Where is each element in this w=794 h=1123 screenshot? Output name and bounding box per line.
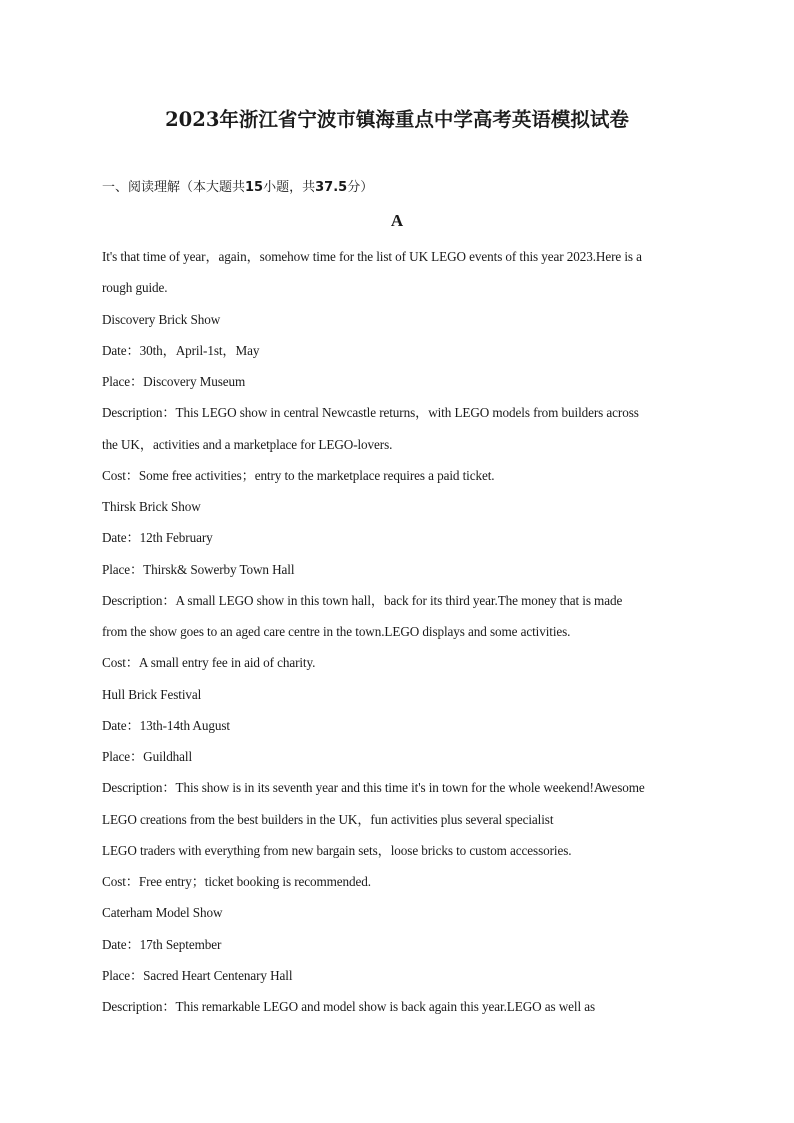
passage-line: rough guide. [102, 280, 168, 296]
event-place: Place：Discovery Museum [102, 374, 246, 389]
event-name: Thirsk Brick Show [102, 499, 201, 514]
event-description: Description：This show is in its seventh year and this time it's in town for the whole weekend!Awesome [102, 780, 645, 796]
question-count: 15 [245, 180, 264, 195]
section-heading-middle: 小题，共 [263, 180, 316, 195]
event-place: Place：Sacred Heart Centenary Hall [102, 967, 293, 983]
event-cost: Cost：Free entry；ticket booking is recommended. [102, 874, 371, 889]
event-name: Caterham Model Show [102, 905, 223, 921]
event-description: LEGO traders with everything from new bargain sets，loose bricks to custom accessories. [102, 842, 572, 858]
event-cost: Cost：A small entry fee in aid of charity. [102, 655, 316, 671]
event-description: Description：A small LEGO show in this town hall，back for its third year.The money that is made [102, 592, 623, 608]
event-date: Date：12th February [102, 530, 213, 546]
event-place: Place：Thirsk& Sowerby Town Hall [102, 561, 295, 577]
event-description: LEGO creations from the best builders in the UK，fun activities plus several specialist [102, 811, 554, 827]
event-description: the UK，activities and a marketplace for LEGO-lovers. [102, 436, 393, 452]
section-heading-suffix: 分） [347, 180, 374, 195]
event-description: Description：This remarkable LEGO and model show is back again this year.LEGO as well as [102, 999, 596, 1014]
event-date: Date：13th-14th August [102, 717, 230, 733]
total-score: 37.5 [315, 180, 348, 195]
section-heading-prefix: 一、阅读理解（本大题共 [102, 180, 246, 195]
passage-body [102, 247, 702, 1028]
event-name: Hull Brick Festival [102, 686, 202, 702]
event-date: Date：30th，April-1st，May [102, 342, 260, 358]
event-cost: Cost：Some free activities；entry to the marketplace requires a paid ticket. [102, 467, 495, 483]
section-heading [102, 176, 373, 195]
event-name: Discovery Brick Show [102, 311, 221, 327]
event-description: Description：This LEGO show in central Newcastle returns，with LEGO models from builders across [102, 405, 639, 421]
event-place: Place：Guildhall [102, 749, 193, 764]
passage-line: It's that time of year，again，somehow time for the list of UK LEGO events of this year 2023.Here is a [102, 249, 642, 264]
document-title: 2023年浙江省宁波市镇海重点中学高考英语模拟试卷 [165, 108, 629, 131]
passage-letter: A [390, 211, 404, 230]
event-date: Date：17th September [102, 936, 222, 952]
event-description: from the show goes to an aged care centre in the town.LEGO displays and some activities. [102, 624, 571, 639]
